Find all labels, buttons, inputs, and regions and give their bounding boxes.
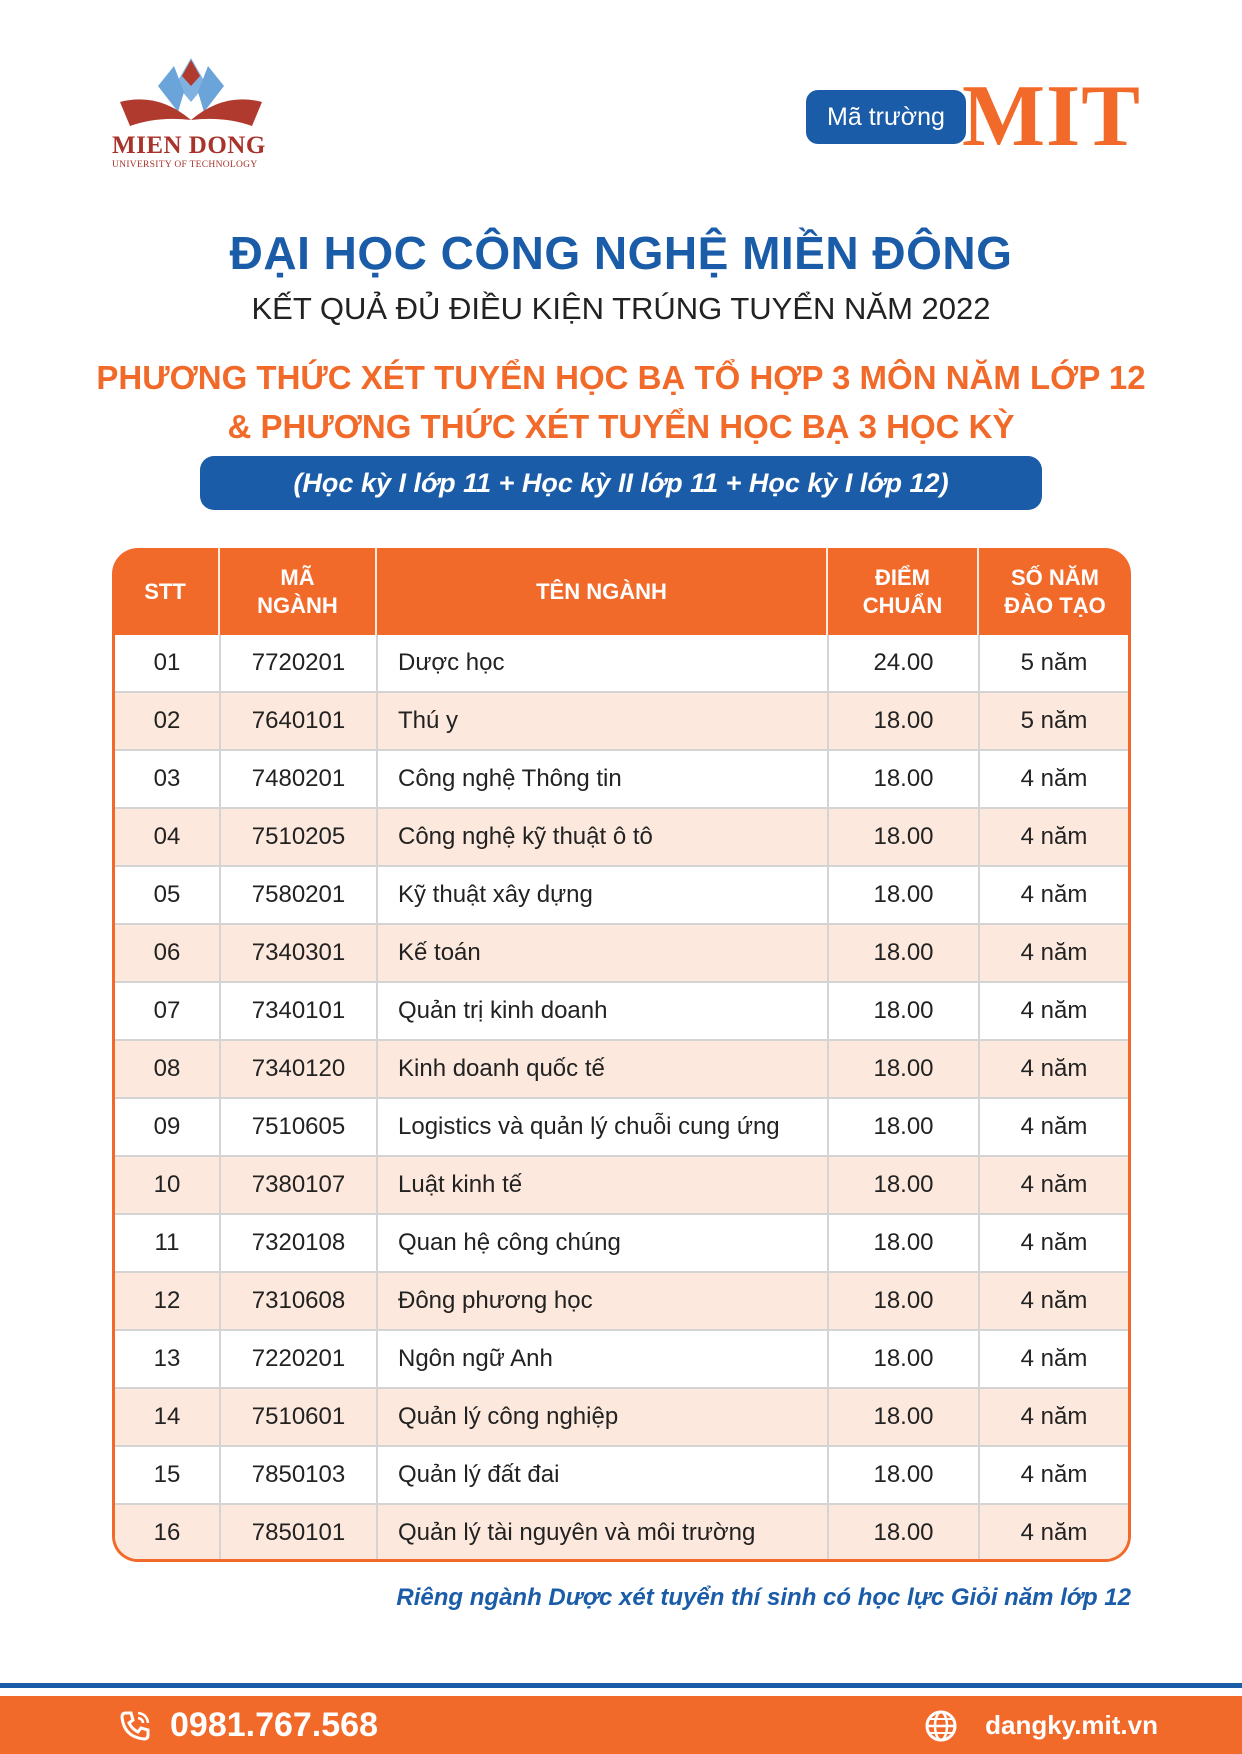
column-divider <box>978 1505 980 1559</box>
table-row <box>115 1447 1128 1505</box>
column-divider <box>376 1331 378 1387</box>
table-row <box>115 925 1128 983</box>
column-divider <box>978 693 980 749</box>
column-divider <box>219 867 221 923</box>
column-divider <box>827 635 829 691</box>
cell-score: 18.00 <box>873 997 934 1024</box>
table-row <box>115 1505 1128 1559</box>
column-divider <box>376 693 378 749</box>
cell-code: 7340101 <box>251 997 346 1024</box>
cell-stt: 01 <box>153 649 181 676</box>
admission-table <box>112 548 1131 1562</box>
cell-stt: 06 <box>153 939 181 966</box>
cell-name: Luật kinh tế <box>398 1171 523 1198</box>
cell-years: 5 năm <box>1020 649 1088 676</box>
header-stt <box>112 548 218 635</box>
cell-score: 18.00 <box>873 1287 934 1314</box>
cell-score: 18.00 <box>873 707 934 734</box>
table-row <box>115 1041 1128 1099</box>
column-divider <box>376 1215 378 1271</box>
column-divider <box>376 1041 378 1097</box>
semesters-banner: (Học kỳ I lớp 11 + Học kỳ II lớp 11 + Học kỳ I lớp 12) <box>200 456 1042 510</box>
table-row <box>115 809 1128 867</box>
column-divider <box>978 1331 980 1387</box>
column-divider <box>376 635 378 691</box>
cell-code: 7510605 <box>251 1113 346 1140</box>
column-divider <box>376 751 378 807</box>
cell-code: 7720201 <box>251 649 346 676</box>
cell-code: 7850103 <box>251 1461 346 1488</box>
header-score-line2: CHUẨN <box>862 592 943 618</box>
cell-name: Dược học <box>398 649 505 676</box>
column-divider <box>219 1447 221 1503</box>
cell-name: Logistics và quản lý chuỗi cung ứng <box>398 1113 780 1140</box>
column-divider <box>978 809 980 865</box>
column-divider <box>827 983 829 1039</box>
logo-name: MIEN DONG <box>112 132 266 159</box>
cell-years: 4 năm <box>1020 881 1088 908</box>
column-divider <box>219 1331 221 1387</box>
table-row <box>115 635 1128 693</box>
cell-name: Ngôn ngữ Anh <box>398 1345 553 1372</box>
logo-subtitle: UNIVERSITY OF TECHNOLOGY <box>112 160 258 170</box>
column-divider <box>827 809 829 865</box>
cell-score: 18.00 <box>873 881 934 908</box>
cell-stt: 02 <box>153 707 181 734</box>
column-divider <box>376 1273 378 1329</box>
column-divider <box>978 983 980 1039</box>
cell-name: Quản lý công nghiệp <box>398 1403 619 1430</box>
column-divider <box>219 1215 221 1271</box>
table-row <box>115 1099 1128 1157</box>
cell-score: 18.00 <box>873 1461 934 1488</box>
cell-score: 18.00 <box>873 1055 934 1082</box>
column-divider <box>978 1099 980 1155</box>
table-row <box>115 693 1128 751</box>
column-divider <box>827 1505 829 1559</box>
header-years <box>979 548 1131 635</box>
column-divider <box>219 1041 221 1097</box>
footer-phone[interactable]: 0981.767.568 <box>170 1706 378 1744</box>
footer-website[interactable]: dangky.mit.vn <box>985 1710 1158 1740</box>
cell-name: Kinh doanh quốc tế <box>398 1055 605 1082</box>
column-divider <box>376 925 378 981</box>
cell-score: 18.00 <box>873 765 934 792</box>
cell-years: 4 năm <box>1020 1229 1088 1256</box>
cell-years: 5 năm <box>1020 707 1088 734</box>
cell-stt: 10 <box>153 1171 181 1198</box>
cell-code: 7310608 <box>251 1287 346 1314</box>
globe-icon <box>924 1709 958 1743</box>
cell-stt: 04 <box>153 823 181 850</box>
column-divider <box>978 925 980 981</box>
school-logo <box>112 56 272 170</box>
header-score-line1: ĐIỂM <box>874 564 930 590</box>
method-line-1: PHƯƠNG THỨC XÉT TUYỂN HỌC BẠ TỔ HỢP 3 MÔN NĂM LỚP 12 <box>96 359 1146 396</box>
column-divider <box>219 1157 221 1213</box>
table-row <box>115 1331 1128 1389</box>
cell-years: 4 năm <box>1020 1519 1088 1546</box>
header-code-line1: MÃ <box>280 564 315 590</box>
cell-code: 7340301 <box>251 939 346 966</box>
cell-score: 18.00 <box>873 1345 934 1372</box>
lotus-logo-icon <box>118 56 264 130</box>
column-divider <box>219 1099 221 1155</box>
cell-stt: 05 <box>153 881 181 908</box>
cell-score: 18.00 <box>873 1171 934 1198</box>
page-subtitle: KẾT QUẢ ĐỦ ĐIỀU KIỆN TRÚNG TUYỂN NĂM 2022 <box>251 291 991 326</box>
cell-stt: 08 <box>153 1055 181 1082</box>
cell-name: Đông phương học <box>398 1287 593 1314</box>
page-title: ĐẠI HỌC CÔNG NGHỆ MIỀN ĐÔNG <box>229 227 1013 279</box>
cell-score: 24.00 <box>873 649 934 676</box>
table-row <box>115 983 1128 1041</box>
column-divider <box>219 1505 221 1559</box>
column-divider <box>376 1157 378 1213</box>
cell-code: 7480201 <box>251 765 346 792</box>
column-divider <box>978 1041 980 1097</box>
column-divider <box>219 751 221 807</box>
column-divider <box>219 1273 221 1329</box>
column-divider <box>219 925 221 981</box>
column-divider <box>376 867 378 923</box>
table-body <box>115 635 1128 1559</box>
column-divider <box>978 1447 980 1503</box>
table-header <box>112 548 1131 635</box>
table-row <box>115 867 1128 925</box>
school-code-label: Mã trường <box>806 90 966 144</box>
table-row <box>115 1273 1128 1331</box>
header-score <box>828 548 977 635</box>
cell-name: Quản lý đất đai <box>398 1461 560 1488</box>
cell-score: 18.00 <box>873 1403 934 1430</box>
school-code: MIT <box>962 68 1141 165</box>
column-divider <box>827 1331 829 1387</box>
column-divider <box>376 809 378 865</box>
cell-name: Quản lý tài nguyên và môi trường <box>398 1519 756 1546</box>
column-divider <box>827 1041 829 1097</box>
cell-stt: 03 <box>153 765 181 792</box>
cell-stt: 16 <box>153 1519 181 1546</box>
cell-code: 7640101 <box>251 707 346 734</box>
table-row <box>115 1157 1128 1215</box>
table-row <box>115 1389 1128 1447</box>
method-line-2: & PHƯƠNG THỨC XÉT TUYỂN HỌC BẠ 3 HỌC KỲ <box>227 408 1015 445</box>
footer-divider <box>0 1683 1242 1688</box>
cell-name: Kỹ thuật xây dựng <box>398 881 593 908</box>
column-divider <box>219 809 221 865</box>
column-divider <box>827 1157 829 1213</box>
cell-years: 4 năm <box>1020 1345 1088 1372</box>
column-divider <box>376 1389 378 1445</box>
column-divider <box>219 983 221 1039</box>
cell-score: 18.00 <box>873 939 934 966</box>
column-divider <box>376 1447 378 1503</box>
column-divider <box>978 751 980 807</box>
cell-code: 7580201 <box>251 881 346 908</box>
cell-years: 4 năm <box>1020 997 1088 1024</box>
column-divider <box>978 1389 980 1445</box>
cell-years: 4 năm <box>1020 823 1088 850</box>
table-row <box>115 751 1128 809</box>
column-divider <box>827 1447 829 1503</box>
cell-years: 4 năm <box>1020 939 1088 966</box>
column-divider <box>827 1273 829 1329</box>
header-stt-label: STT <box>144 578 186 604</box>
column-divider <box>827 867 829 923</box>
header-name <box>377 548 826 635</box>
cell-stt: 15 <box>153 1461 181 1488</box>
column-divider <box>978 1215 980 1271</box>
cell-code: 7220201 <box>251 1345 346 1372</box>
column-divider <box>376 983 378 1039</box>
cell-name: Quan hệ công chúng <box>398 1229 621 1256</box>
cell-name: Kế toán <box>398 939 481 966</box>
cell-code: 7510601 <box>251 1403 346 1430</box>
cell-stt: 09 <box>153 1113 181 1140</box>
cell-name: Công nghệ kỹ thuật ô tô <box>398 823 653 850</box>
table-row <box>115 1215 1128 1273</box>
column-divider <box>219 635 221 691</box>
cell-code: 7510205 <box>251 823 346 850</box>
cell-name: Thú y <box>398 707 459 734</box>
header-name-label: TÊN NGÀNH <box>536 578 667 604</box>
column-divider <box>376 1099 378 1155</box>
cell-code: 7850101 <box>251 1519 346 1546</box>
pharmacy-note: Riêng ngành Dược xét tuyển thí sinh có học lực Giỏi năm lớp 12 <box>396 1584 1131 1611</box>
column-divider <box>827 1099 829 1155</box>
column-divider <box>978 1273 980 1329</box>
cell-stt: 07 <box>153 997 181 1024</box>
column-divider <box>978 867 980 923</box>
cell-stt: 12 <box>153 1287 181 1314</box>
cell-score: 18.00 <box>873 1229 934 1256</box>
cell-score: 18.00 <box>873 1519 934 1546</box>
header-code <box>220 548 375 635</box>
footer <box>0 1696 1242 1754</box>
cell-years: 4 năm <box>1020 1171 1088 1198</box>
cell-name: Công nghệ Thông tin <box>398 765 622 792</box>
column-divider <box>978 635 980 691</box>
cell-years: 4 năm <box>1020 765 1088 792</box>
column-divider <box>219 693 221 749</box>
phone-icon <box>118 1709 152 1743</box>
cell-years: 4 năm <box>1020 1113 1088 1140</box>
column-divider <box>827 693 829 749</box>
cell-stt: 11 <box>154 1229 180 1256</box>
cell-years: 4 năm <box>1020 1287 1088 1314</box>
column-divider <box>376 1505 378 1559</box>
column-divider <box>827 925 829 981</box>
cell-score: 18.00 <box>873 1113 934 1140</box>
header-years-line1: SỐ NĂM <box>1010 564 1099 590</box>
cell-code: 7320108 <box>251 1229 346 1256</box>
column-divider <box>827 751 829 807</box>
header-years-line2: ĐÀO TẠO <box>1004 592 1106 618</box>
cell-stt: 13 <box>153 1345 181 1372</box>
column-divider <box>827 1215 829 1271</box>
column-divider <box>219 1389 221 1445</box>
header-code-line2: NGÀNH <box>257 592 338 618</box>
cell-code: 7340120 <box>251 1055 346 1082</box>
cell-years: 4 năm <box>1020 1055 1088 1082</box>
cell-code: 7380107 <box>251 1171 346 1198</box>
cell-years: 4 năm <box>1020 1403 1088 1430</box>
column-divider <box>827 1389 829 1445</box>
column-divider <box>978 1157 980 1213</box>
cell-stt: 14 <box>153 1403 181 1430</box>
cell-years: 4 năm <box>1020 1461 1088 1488</box>
cell-name: Quản trị kinh doanh <box>398 997 608 1024</box>
cell-score: 18.00 <box>873 823 934 850</box>
